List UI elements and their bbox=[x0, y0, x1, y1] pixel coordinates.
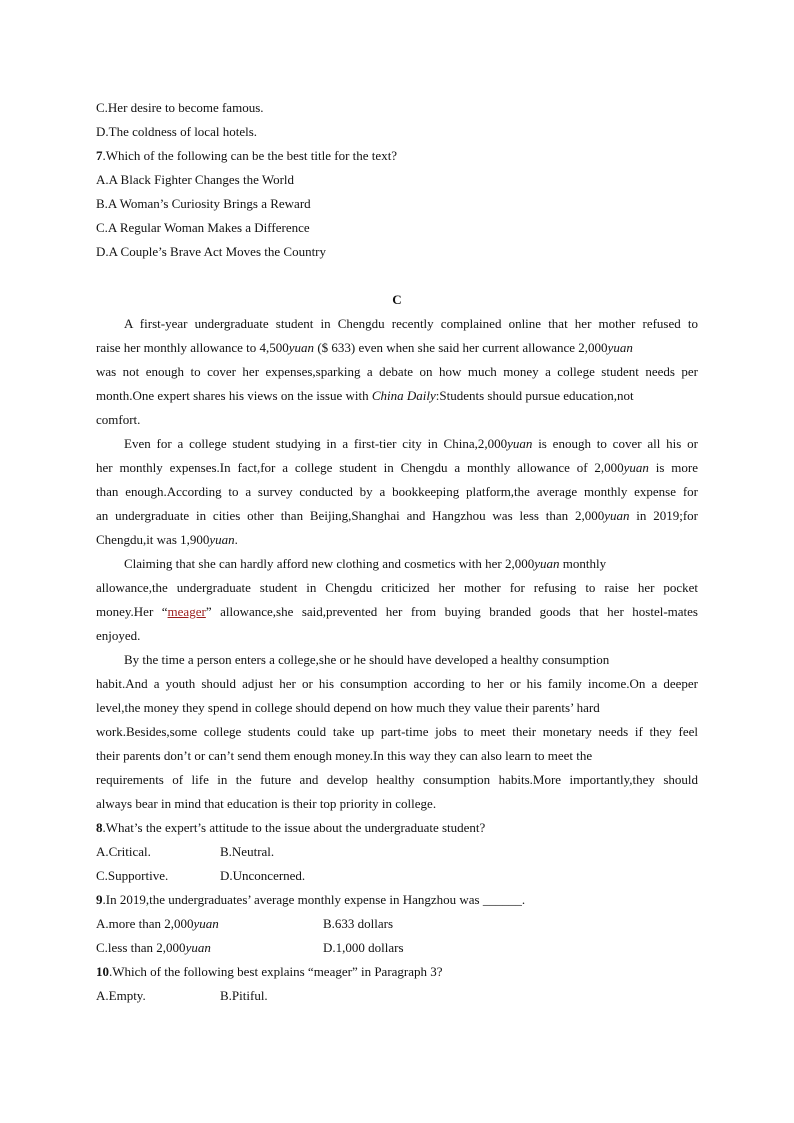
italic-title: China Daily bbox=[371, 388, 436, 403]
q10-text: .Which of the following best explains “meager” in Paragraph 3? bbox=[109, 964, 443, 979]
p4-line-1: By the time a person enters a college,she or he should have developed a healthy consumption bbox=[124, 652, 610, 667]
text: money.Her “ bbox=[96, 604, 168, 619]
q9-option-a bbox=[96, 916, 219, 932]
p1-line-2 bbox=[96, 340, 698, 356]
q7-option-a: A.A Black Fighter Changes the World bbox=[96, 172, 295, 187]
highlighted-word: meager bbox=[167, 604, 206, 619]
q8-option-d: D.Unconcerned. bbox=[220, 868, 306, 883]
q9-option-c bbox=[96, 940, 211, 956]
text: in 2019;for bbox=[629, 508, 698, 523]
p4-line-3: level,the money they spend in college should depend on how much they value their parents’ hard bbox=[96, 700, 600, 715]
q10-option-b: B.Pitiful. bbox=[220, 988, 268, 1003]
italic-yuan: yuan bbox=[507, 436, 533, 451]
p2-line-5 bbox=[96, 532, 238, 548]
q8-option-a: A.Critical. bbox=[96, 844, 151, 859]
q8-option-b: B.Neutral. bbox=[220, 844, 275, 859]
p4-line-2: habit.And a youth should adjust her or his consumption according to her or his family income.On a deeper bbox=[96, 676, 698, 691]
p1-line-1: A first-year undergraduate student in Chengdu recently complained online that her mother refused to bbox=[124, 316, 698, 331]
p2-line-4 bbox=[96, 508, 698, 524]
q8-option-c: C.Supportive. bbox=[96, 868, 169, 883]
q9-option-b: B.633 dollars bbox=[323, 916, 394, 931]
section-heading: C bbox=[392, 292, 402, 307]
q6-option-d: D.The coldness of local hotels. bbox=[96, 124, 258, 139]
text: an undergraduate in cities other than Beijing,Shanghai and Hangzhou was less than 2,000 bbox=[96, 508, 605, 523]
p2-line-3: than enough.According to a survey conducted by a bookkeeping platform,the average monthly expense for bbox=[96, 484, 698, 499]
text: ($ 633) even when she said her current allowance 2,000 bbox=[314, 340, 608, 355]
q10-number: 10 bbox=[96, 964, 109, 979]
p4-line-5: their parents don’t or can’t send them enough money.In this way they can also learn to meet the bbox=[96, 748, 593, 763]
italic-yuan: yuan bbox=[209, 532, 235, 547]
text: . bbox=[234, 532, 238, 547]
text: month.One expert shares his views on the issue with bbox=[96, 388, 372, 403]
text: Chengdu,it was 1,900 bbox=[96, 532, 210, 547]
p1-line-5: comfort. bbox=[96, 412, 141, 427]
p3-line-3 bbox=[96, 604, 698, 620]
q7-stem bbox=[96, 148, 397, 164]
text: raise her monthly allowance to 4,500 bbox=[96, 340, 289, 355]
text: A.more than 2,000 bbox=[96, 916, 194, 931]
text: Even for a college student studying in a first-tier city in China,2,000 bbox=[124, 436, 508, 451]
q10-option-a: A.Empty. bbox=[96, 988, 146, 1003]
q8-stem bbox=[96, 820, 485, 836]
italic-yuan: yuan bbox=[534, 556, 560, 571]
text: Claiming that she can hardly afford new clothing and cosmetics with her 2,000 bbox=[124, 556, 535, 571]
p2-line-2 bbox=[96, 460, 698, 476]
p1-line-4 bbox=[96, 388, 698, 404]
q7-option-d: D.A Couple’s Brave Act Moves the Country bbox=[96, 244, 327, 259]
italic-yuan: yuan bbox=[604, 508, 630, 523]
q9-stem bbox=[96, 892, 525, 908]
p4-line-6: requirements of life in the future and develop healthy consumption habits.More importantly,they should bbox=[96, 772, 698, 787]
text: C.less than 2,000 bbox=[96, 940, 186, 955]
q9-option-d: D.1,000 dollars bbox=[323, 940, 404, 955]
p4-line-4: work.Besides,some college students could take up part-time jobs to meet their monetary needs if they feel bbox=[96, 724, 698, 739]
text: monthly bbox=[559, 556, 607, 571]
italic-yuan: yuan bbox=[623, 460, 649, 475]
text: her monthly expenses.In fact,for a college student in Chengdu a monthly allowance of 2,000 bbox=[96, 460, 624, 475]
text: is enough to cover all his or bbox=[532, 436, 698, 451]
q7-text: .Which of the following can be the best title for the text? bbox=[102, 148, 398, 163]
text: is more bbox=[648, 460, 698, 475]
q10-stem bbox=[96, 964, 443, 980]
q8-text: .What’s the expert’s attitude to the issue about the undergraduate student? bbox=[102, 820, 486, 835]
italic-yuan: yuan bbox=[607, 340, 633, 355]
p3-line-4: enjoyed. bbox=[96, 628, 141, 643]
p1-line-3: was not enough to cover her expenses,sparking a debate on how much money a college student needs per bbox=[96, 364, 698, 379]
p3-line-1 bbox=[124, 556, 698, 572]
q7-option-c: C.A Regular Woman Makes a Difference bbox=[96, 220, 310, 235]
q9-text: .In 2019,the undergraduates’ average monthly expense in Hangzhou was ______. bbox=[102, 892, 526, 907]
q9-number: 9 bbox=[96, 892, 103, 907]
italic-yuan: yuan bbox=[185, 940, 211, 955]
q6-option-c: C.Her desire to become famous. bbox=[96, 100, 264, 115]
q8-number: 8 bbox=[96, 820, 103, 835]
italic-yuan: yuan bbox=[193, 916, 219, 931]
q7-number: 7 bbox=[96, 148, 103, 163]
text: :Students should pursue education,not bbox=[435, 388, 634, 403]
p3-line-2: allowance,the undergraduate student in Chengdu criticized her mother for refusing to raise her pocket bbox=[96, 580, 698, 595]
p4-line-7: always bear in mind that education is their top priority in college. bbox=[96, 796, 437, 811]
q7-option-b: B.A Woman’s Curiosity Brings a Reward bbox=[96, 196, 311, 211]
text: ” allowance,she said,prevented her from buying branded goods that her hostel-mates bbox=[205, 604, 698, 619]
italic-yuan: yuan bbox=[288, 340, 315, 355]
p2-line-1 bbox=[124, 436, 698, 452]
